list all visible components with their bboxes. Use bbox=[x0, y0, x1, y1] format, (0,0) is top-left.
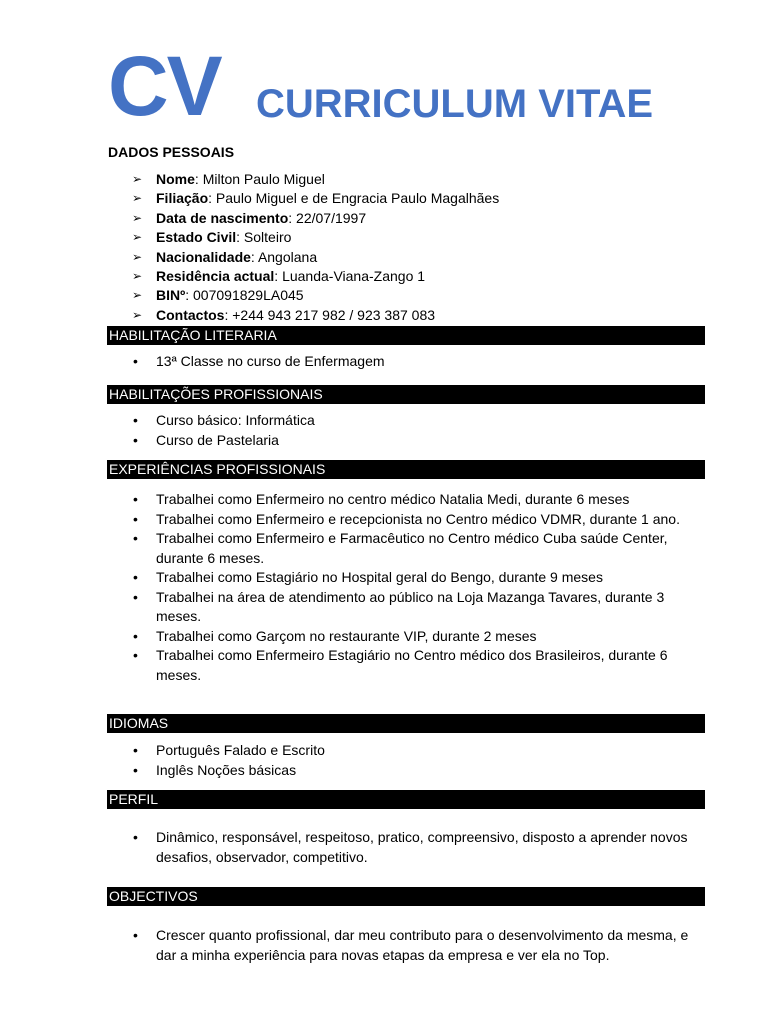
dot-bullet-icon: • bbox=[133, 829, 138, 845]
dot-bullet-icon: • bbox=[133, 412, 138, 428]
list-item: • Trabalhei como Enfermeiro Estagiário no Centro médico dos Brasileiros, durante 6 meses. bbox=[133, 647, 668, 683]
cv-logo-text: CV bbox=[108, 39, 221, 133]
arrow-bullet-icon: ➢ bbox=[132, 210, 143, 225]
dot-bullet-icon: • bbox=[133, 647, 138, 663]
section-bar-literaria: HABILITAÇÃO LITERARIA bbox=[107, 326, 705, 345]
arrow-bullet-icon: ➢ bbox=[132, 191, 143, 206]
arrow-bullet-icon: ➢ bbox=[132, 230, 143, 245]
dot-bullet-icon: • bbox=[133, 353, 138, 369]
list-item: • Trabalhei como Garçom no restaurante VIP, durante 2 meses bbox=[132, 627, 707, 647]
personal-item: ➢ Nacionalidade: Angolana bbox=[132, 248, 499, 267]
personal-label: Contactos bbox=[156, 306, 225, 323]
dot-bullet-icon: • bbox=[133, 491, 138, 507]
section-bar-experiencias: EXPERIÊNCIAS PROFISSIONAIS bbox=[107, 460, 705, 479]
section-bar-profissionais: HABILITAÇÕES PROFISSIONAIS bbox=[107, 385, 705, 404]
personal-label: Nacionalidade bbox=[156, 248, 251, 265]
section-bar-perfil: PERFIL bbox=[107, 790, 705, 809]
list-item: • Inglês Noções básicas bbox=[132, 761, 707, 781]
personal-label: BINº bbox=[156, 287, 186, 304]
personal-list bbox=[132, 170, 499, 325]
personal-label: Residência actual bbox=[156, 268, 275, 285]
dot-bullet-icon: • bbox=[133, 431, 138, 448]
arrow-bullet-icon: ➢ bbox=[132, 288, 143, 303]
list-item: • Trabalhei como Enfermeiro e Farmacêutico no Centro médico Cuba saúde Center, durante 6 meses. bbox=[133, 530, 668, 566]
personal-label: Nome bbox=[156, 171, 195, 187]
personal-label: Data de nascimento bbox=[156, 209, 289, 226]
personal-value: Angolana bbox=[257, 248, 318, 265]
personal-item: ➢ Nome: Milton Paulo Miguel bbox=[132, 170, 499, 189]
section-bar-objectivos: OBJECTIVOS bbox=[107, 887, 705, 906]
list-item: • Dinâmico, responsável, respeitoso, pratico, compreensivo, disposto a aprender novos desafios, observador, competitivo. bbox=[133, 829, 688, 865]
personal-value: 007091829LA045 bbox=[193, 287, 304, 304]
dot-bullet-icon: • bbox=[133, 569, 138, 585]
personal-label: Filiação bbox=[156, 190, 209, 207]
personal-item: ➢ Filiação: Paulo Miguel e de Engracia Paulo Magalhães bbox=[132, 189, 499, 208]
dot-bullet-icon: • bbox=[133, 761, 138, 778]
arrow-bullet-icon: ➢ bbox=[132, 307, 143, 322]
personal-value: Paulo Miguel e de Engracia Paulo Magalhães bbox=[215, 190, 500, 207]
list-item: • Crescer quanto profissional, dar meu contributo para o desenvolvimento da mesma, e dar a minha experiência para novas etapas da empresa e ver ela no Top. bbox=[133, 927, 689, 963]
arrow-bullet-icon: ➢ bbox=[132, 172, 143, 186]
idiomas-list bbox=[132, 741, 707, 780]
list-item: • Trabalhei na área de atendimento ao público na Loja Mazanga Tavares, durante 3 meses. bbox=[133, 588, 665, 624]
dot-bullet-icon: • bbox=[133, 627, 138, 644]
list-item: • Trabalhei como Enfermeiro e recepcionista no Centro médico VDMR, durante 1 ano. bbox=[132, 510, 707, 530]
personal-value: Milton Paulo Miguel bbox=[202, 171, 325, 187]
list-item: • Curso básico: Informática bbox=[132, 411, 707, 431]
personal-value: Luanda-Viana-Zango 1 bbox=[282, 268, 426, 285]
personal-item: ➢ Estado Civil: Solteiro bbox=[132, 228, 499, 247]
section-bar-idiomas: IDIOMAS bbox=[107, 714, 705, 733]
arrow-bullet-icon: ➢ bbox=[132, 269, 143, 284]
personal-value: 22/07/1997 bbox=[296, 209, 367, 226]
dot-bullet-icon: • bbox=[133, 588, 138, 605]
personal-heading: DADOS PESSOAIS bbox=[108, 144, 235, 160]
personal-item: ➢ Contactos: +244 943 217 982 / 923 387 083 bbox=[132, 306, 499, 325]
literaria-list bbox=[132, 352, 707, 372]
personal-label: Estado Civil bbox=[156, 229, 237, 246]
dot-bullet-icon: • bbox=[133, 927, 138, 943]
list-item: • Curso de Pastelaria bbox=[132, 431, 707, 451]
list-item: • Trabalhei como Estagiário no Hospital geral do Bengo, durante 9 meses bbox=[132, 568, 707, 588]
personal-item: ➢ Residência actual: Luanda-Viana-Zango 1 bbox=[132, 267, 499, 286]
list-item: • 13ª Classe no curso de Enfermagem bbox=[132, 352, 707, 372]
personal-value: Solteiro bbox=[243, 229, 292, 246]
personal-value: +244 943 217 982 / 923 387 083 bbox=[232, 306, 436, 323]
personal-item: ➢ Data de nascimento: 22/07/1997 bbox=[132, 209, 499, 228]
profissionais-list bbox=[132, 411, 707, 450]
list-item: • Português Falado e Escrito bbox=[132, 741, 707, 761]
dot-bullet-icon: • bbox=[133, 742, 138, 758]
dot-bullet-icon: • bbox=[133, 510, 138, 527]
perfil-list bbox=[132, 828, 707, 867]
list-item: • Trabalhei como Enfermeiro no centro médico Natalia Medi, durante 6 meses bbox=[132, 490, 707, 510]
personal-item: ➢ BINº: 007091829LA045 bbox=[132, 286, 499, 305]
objectivos-list bbox=[132, 926, 707, 965]
document-title: CURRICULUM VITAE bbox=[256, 82, 654, 126]
arrow-bullet-icon: ➢ bbox=[132, 249, 143, 264]
experiencias-list bbox=[132, 490, 707, 685]
dot-bullet-icon: • bbox=[133, 530, 138, 546]
